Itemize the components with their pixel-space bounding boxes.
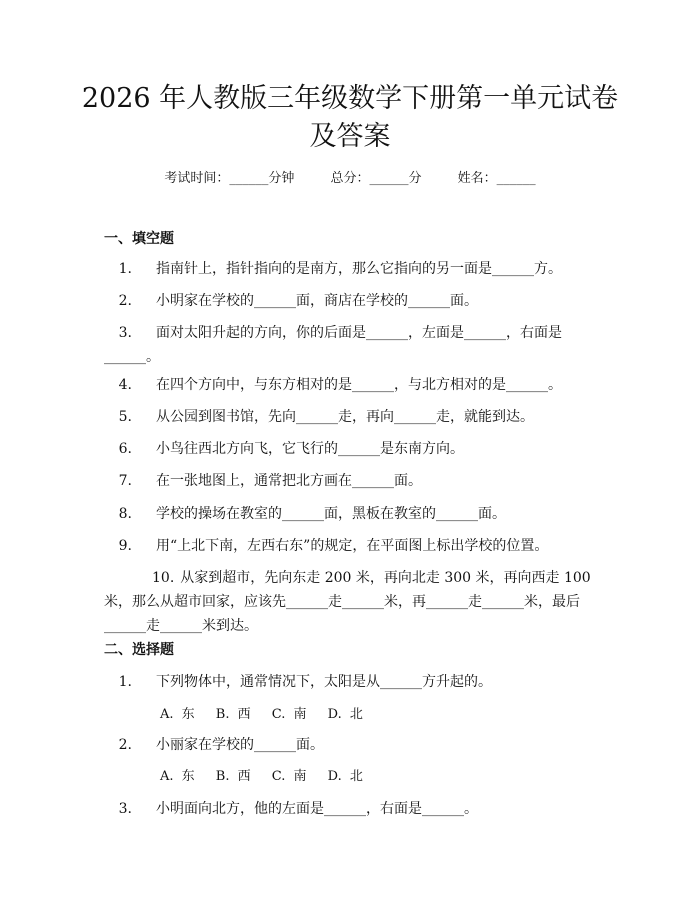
question-text: 学校的操场在教室的______面，黑板在教室的______面。: [156, 506, 506, 522]
question-item: [104, 566, 596, 638]
question-item: [104, 534, 596, 558]
question-text: 在一张地图上，通常把北方画在______面。: [156, 473, 422, 489]
question-number: 1.: [118, 261, 132, 277]
question-number: 2.: [118, 737, 132, 753]
question-number: 4.: [118, 377, 132, 393]
exam-time: 考试时间：______分钟: [164, 171, 295, 186]
answer-options: A. 东 B. 西 C. 南 D. 北: [160, 769, 363, 784]
question-item: [104, 405, 596, 429]
question-text: 从公园到图书馆，先向______走，再向______走，就能到达。: [156, 409, 534, 425]
question-number: 2.: [118, 293, 132, 309]
question-text: 小鸟往西北方向飞，它飞行的______是东南方向。: [156, 441, 464, 457]
question-item: [104, 469, 596, 493]
question-text: 用“上北下南，左西右东”的规定，在平面图上标出学校的位置。: [156, 538, 549, 554]
page-title: [60, 80, 640, 156]
question-text: 在四个方向中，与东方相对的是______，与北方相对的是______。: [156, 377, 562, 393]
question-text: 小明家在学校的______面，商店在学校的______面。: [156, 293, 478, 309]
question-number: 3.: [118, 325, 132, 341]
question-item: [104, 797, 596, 821]
question-text: 小明面向北方，他的左面是______，右面是______。: [156, 801, 478, 817]
question-item: [104, 257, 596, 281]
section-heading-fill: 一、填空题: [104, 231, 174, 247]
title-line-1: 2026 年人教版三年级数学下册第一单元试卷: [81, 83, 619, 114]
exam-score: 总分：______分: [330, 171, 422, 186]
exam-name: 姓名：______: [457, 171, 536, 186]
question-item: [104, 373, 596, 397]
question-item: [104, 670, 596, 694]
question-text: 指南针上，指针指向的是南方，那么它指向的另一面是______方。: [156, 261, 562, 277]
question-number: 6.: [118, 441, 132, 457]
question-item: [104, 289, 596, 313]
question-text: 下列物体中，通常情况下，太阳是从______方升起的。: [156, 674, 492, 690]
exam-info: [0, 170, 700, 188]
answer-options: A. 东 B. 西 C. 南 D. 北: [160, 707, 363, 722]
question-number: 10.: [152, 570, 175, 586]
question-item: [104, 733, 596, 757]
question-number: 1.: [118, 674, 132, 690]
question-number: 5.: [118, 409, 132, 425]
question-number: 9.: [118, 538, 132, 554]
question-number: 8.: [118, 506, 132, 522]
question-text: 面对太阳升起的方向，你的后面是______，左面是______，右面是______。: [104, 325, 562, 365]
title-line-2: 及答案: [309, 121, 391, 152]
question-item: [104, 502, 596, 526]
question-item: [104, 321, 596, 369]
section-heading-choice: 二、选择题: [104, 642, 174, 658]
question-text: 小丽家在学校的______面。: [156, 737, 324, 753]
question-number: 3.: [118, 801, 132, 817]
question-number: 7.: [118, 473, 132, 489]
question-text: 从家到超市，先向东走 200 米，再向北走 300 米，再向西走 100 米，那么从超市回家，应该先______走______米，再______走______米，最后______走______米到达。: [104, 570, 591, 634]
question-item: [104, 437, 596, 461]
